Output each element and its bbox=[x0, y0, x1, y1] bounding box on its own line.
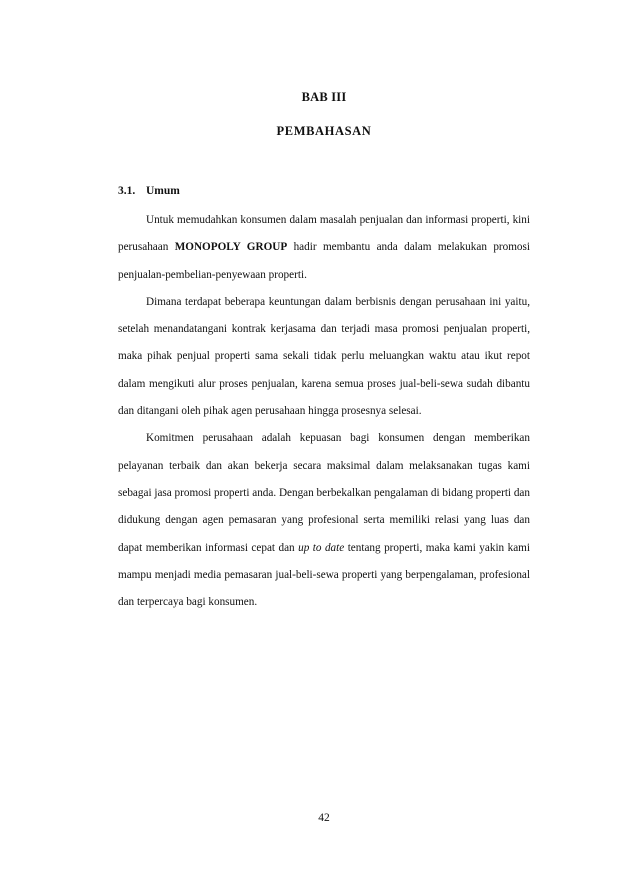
emphasis-term: up to date bbox=[298, 541, 345, 554]
chapter-title: PEMBAHASAN bbox=[276, 124, 372, 138]
body-text bbox=[118, 207, 530, 616]
paragraph-1 bbox=[118, 207, 530, 289]
paragraph-3-text-after: tentang properti, maka kami yakin kami mampu menjadi media pemasaran jual-beli-sewa properti yang berpengalaman, profesional dan terpercaya bagi konsumen. bbox=[118, 541, 530, 609]
page-number: 42 bbox=[318, 812, 330, 824]
section-heading bbox=[118, 185, 180, 197]
paragraph-3 bbox=[118, 425, 530, 616]
section-title: Umum bbox=[146, 185, 180, 197]
paragraph-1-text-after: hadir membantu anda dalam melakukan promosi penjualan-pembelian-penyewaan properti. bbox=[118, 241, 530, 281]
company-name: MONOPOLY GROUP bbox=[174, 241, 288, 254]
paragraph-3-text-before: Komitmen perusahaan adalah kepuasan bagi konsumen dengan memberikan pelayanan terbaik dan akan bekerja secara maksimal dalam melaksanakan tugas kami sebagai jasa promosi properti anda. Dengan berbekalkan pengalaman di bidang properti dan didukung dengan agen pemasaran yang profesional serta memiliki relasi yang luas dan dapat memberikan informasi cepat dan bbox=[118, 432, 530, 554]
section-number: 3.1. bbox=[118, 185, 136, 197]
chapter-number: BAB III bbox=[301, 90, 347, 104]
paragraph-1-text-before: Untuk memudahkan konsumen dalam masalah penjualan dan informasi properti, kini perusahaan bbox=[118, 214, 530, 254]
paragraph-2: Dimana terdapat beberapa keuntungan dalam berbisnis dengan perusahaan ini yaitu, setelah menandatangani kontrak kerjasama dan terjadi masa promosi penjualan properti, maka pihak penjual properti sama sekali tidak perlu meluangkan waktu atau ikut repot dalam mengikuti alur proses penjualan, karena semua proses jual-beli-sewa sudah dibantu dan ditangani oleh pihak agen perusahaan hingga prosesnya selesai. bbox=[118, 295, 530, 418]
